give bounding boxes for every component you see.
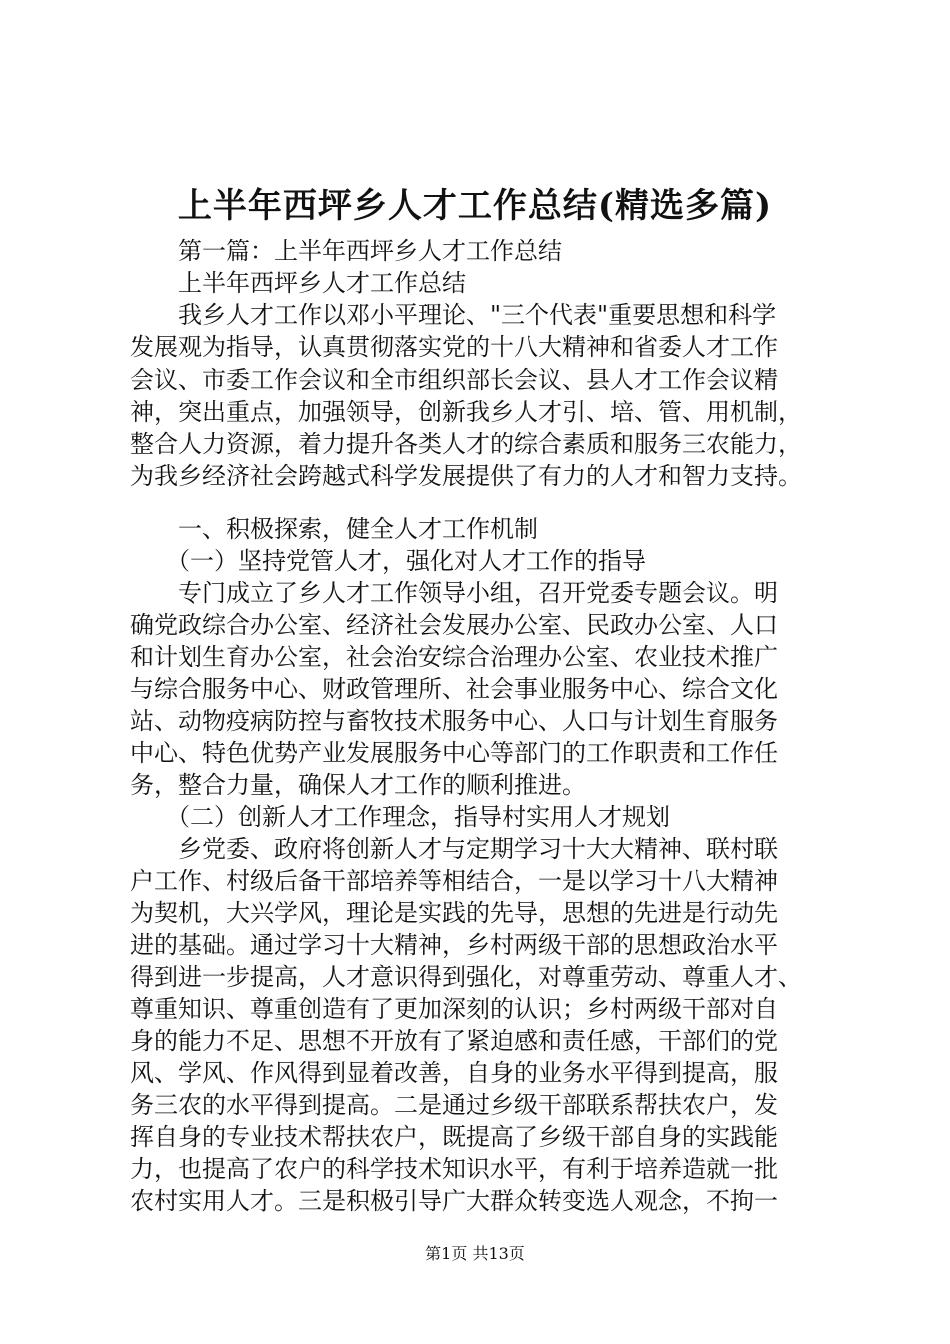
text-line: 整合人力资源，着力提升各类人才的综合素质和服务三农能力， [130, 430, 802, 458]
text-line: 进的基础。通过学习十大精神，乡村两级干部的思想政治水平 [130, 931, 778, 959]
page-number: 第1页 共13页 [425, 1244, 525, 1263]
text-line: 力，也提高了农户的科学技术知识水平，有利于培养造就一批 [130, 1155, 778, 1183]
text-line: 挥自身的专业技术帮扶农户，既提高了乡级干部自身的实践能 [130, 1123, 778, 1151]
text-line: 神，突出重点，加强领导，创新我乡人才引、培、管、用机制， [130, 398, 802, 426]
text-line: 发展观为指导，认真贯彻落实党的十八大精神和省委人才工作 [130, 333, 778, 361]
text-line: 得到进一步提高，人才意识得到强化，对尊重劳动、尊重人才、 [130, 963, 802, 991]
text-line: 第一篇：上半年西坪乡人才工作总结 [130, 237, 562, 265]
text-line: 上半年西坪乡人才工作总结 [130, 269, 466, 297]
subsection-heading: （一）坚持党管人才，强化对人才工作的指导 [130, 547, 646, 575]
text-line: 为我乡经济社会跨越式科学发展提供了有力的人才和智力支持。 [130, 462, 802, 490]
document-title: 上半年西坪乡人才工作总结(精选多篇) [177, 186, 773, 226]
text-line: 为契机，大兴学风，理论是实践的先导，思想的先进是行动先 [130, 899, 778, 927]
text-line: 身的能力不足、思想不开放有了紧迫感和责任感，干部们的党 [130, 1027, 778, 1055]
text-line: 农村实用人才。三是积极引导广大群众转变选人观念，不拘一 [130, 1187, 778, 1215]
text-line: 会议、市委工作会议和全市组织部长会议、县人才工作会议精 [130, 366, 778, 394]
text-line: 尊重知识、尊重创造有了更加深刻的认识；乡村两级干部对自 [130, 995, 778, 1023]
text-line: 确党政综合办公室、经济社会发展办公室、民政办公室、人口 [130, 611, 778, 639]
text-line: 中心、特色优势产业发展服务中心等部门的工作职责和工作任 [130, 739, 778, 767]
text-line: 专门成立了乡人才工作领导小组，召开党委专题会议。明 [130, 579, 778, 607]
text-line: 务，整合力量，确保人才工作的顺利推进。 [130, 771, 586, 799]
subsection-heading: （二）创新人才工作理念，指导村实用人才规划 [130, 803, 670, 831]
text-line: 我乡人才工作以邓小平理论、"三个代表"重要思想和科学 [130, 301, 777, 329]
text-line: 乡党委、政府将创新人才与定期学习十大大精神、联村联 [130, 835, 778, 863]
text-line: 户工作、村级后备干部培养等相结合，一是以学习十八大精神 [130, 867, 778, 895]
text-line: 与综合服务中心、财政管理所、社会事业服务中心、综合文化 [130, 675, 778, 703]
text-line: 站、动物疫病防控与畜牧技术服务中心、人口与计划生育服务 [130, 707, 778, 735]
section-heading: 一、积极探索，健全人才工作机制 [130, 515, 538, 543]
text-line: 务三农的水平得到提高。二是通过乡级干部联系帮扶农户，发 [130, 1091, 778, 1119]
text-line: 风、学风、作风得到显着改善，自身的业务水平得到提高，服 [130, 1059, 778, 1087]
text-line: 和计划生育办公室，社会治安综合治理办公室、农业技术推广 [130, 643, 778, 671]
